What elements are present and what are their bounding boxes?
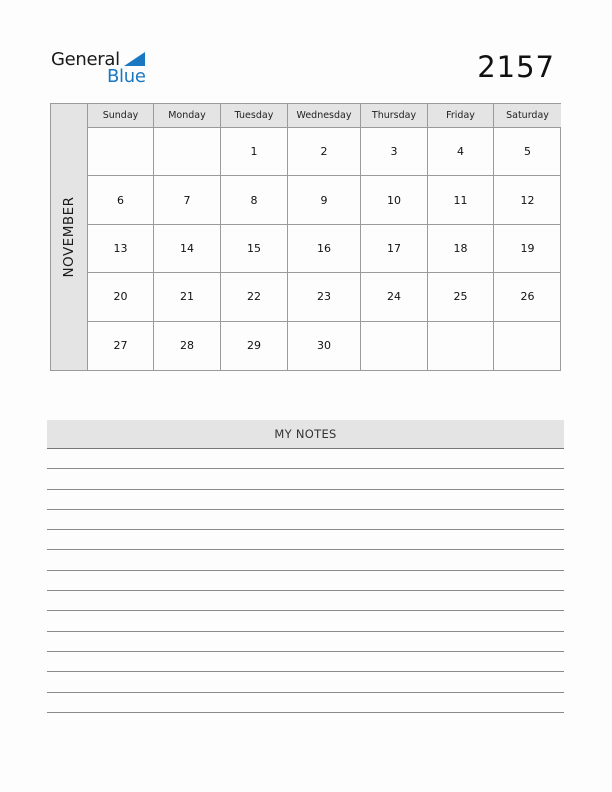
day-cell: 29 <box>221 322 288 370</box>
day-cell: 19 <box>494 225 561 273</box>
day-cell <box>361 322 428 370</box>
day-cell: 4 <box>428 128 494 176</box>
day-cell: 2 <box>288 128 361 176</box>
day-cell: 23 <box>288 273 361 321</box>
brand-name-blue: Blue <box>107 66 146 87</box>
note-line <box>47 571 564 591</box>
note-line <box>47 469 564 489</box>
weekday-header: Sunday <box>88 104 154 128</box>
logo-triangle-icon <box>124 52 145 66</box>
note-line <box>47 611 564 631</box>
brand-name-general: General <box>51 49 120 70</box>
day-cell: 5 <box>494 128 561 176</box>
day-cell: 15 <box>221 225 288 273</box>
day-cell: 14 <box>154 225 221 273</box>
weekday-header: Saturday <box>494 104 561 128</box>
weekday-header: Monday <box>154 104 221 128</box>
day-cell: 30 <box>288 322 361 370</box>
day-cell: 20 <box>88 273 154 321</box>
notes-section <box>47 420 564 713</box>
day-cell: 24 <box>361 273 428 321</box>
note-line <box>47 490 564 510</box>
day-cell: 21 <box>154 273 221 321</box>
day-cell: 12 <box>494 176 561 224</box>
day-cell: 9 <box>288 176 361 224</box>
weekday-header: Wednesday <box>288 104 361 128</box>
day-cell: 10 <box>361 176 428 224</box>
day-cell: 6 <box>88 176 154 224</box>
weekday-header: Thursday <box>361 104 428 128</box>
month-label: NOVEMBER <box>61 196 77 278</box>
day-cell: 27 <box>88 322 154 370</box>
weekday-header: Tuesday <box>221 104 288 128</box>
note-line <box>47 550 564 570</box>
calendar-days <box>88 104 560 370</box>
day-cell: 13 <box>88 225 154 273</box>
note-line <box>47 652 564 672</box>
day-cell: 3 <box>361 128 428 176</box>
note-line <box>47 510 564 530</box>
day-cell: 11 <box>428 176 494 224</box>
day-cell: 22 <box>221 273 288 321</box>
note-line <box>47 632 564 652</box>
day-cell: 28 <box>154 322 221 370</box>
day-cell: 18 <box>428 225 494 273</box>
day-cell: 16 <box>288 225 361 273</box>
note-line <box>47 693 564 713</box>
day-cell: 26 <box>494 273 561 321</box>
note-line <box>47 530 564 550</box>
brand-logo <box>51 49 161 89</box>
day-cell: 25 <box>428 273 494 321</box>
day-cell: 7 <box>154 176 221 224</box>
year-title: 2157 <box>477 50 555 84</box>
day-cell <box>428 322 494 370</box>
weekday-header: Friday <box>428 104 494 128</box>
day-cell: 1 <box>221 128 288 176</box>
notes-lines <box>47 449 564 713</box>
note-line <box>47 591 564 611</box>
notes-header: MY NOTES <box>47 420 564 449</box>
calendar-grid <box>50 103 561 371</box>
day-cell <box>154 128 221 176</box>
month-sidebar <box>51 104 88 370</box>
day-cell: 8 <box>221 176 288 224</box>
day-cell <box>88 128 154 176</box>
day-cell: 17 <box>361 225 428 273</box>
day-cell <box>494 322 561 370</box>
note-line <box>47 449 564 469</box>
note-line <box>47 672 564 692</box>
